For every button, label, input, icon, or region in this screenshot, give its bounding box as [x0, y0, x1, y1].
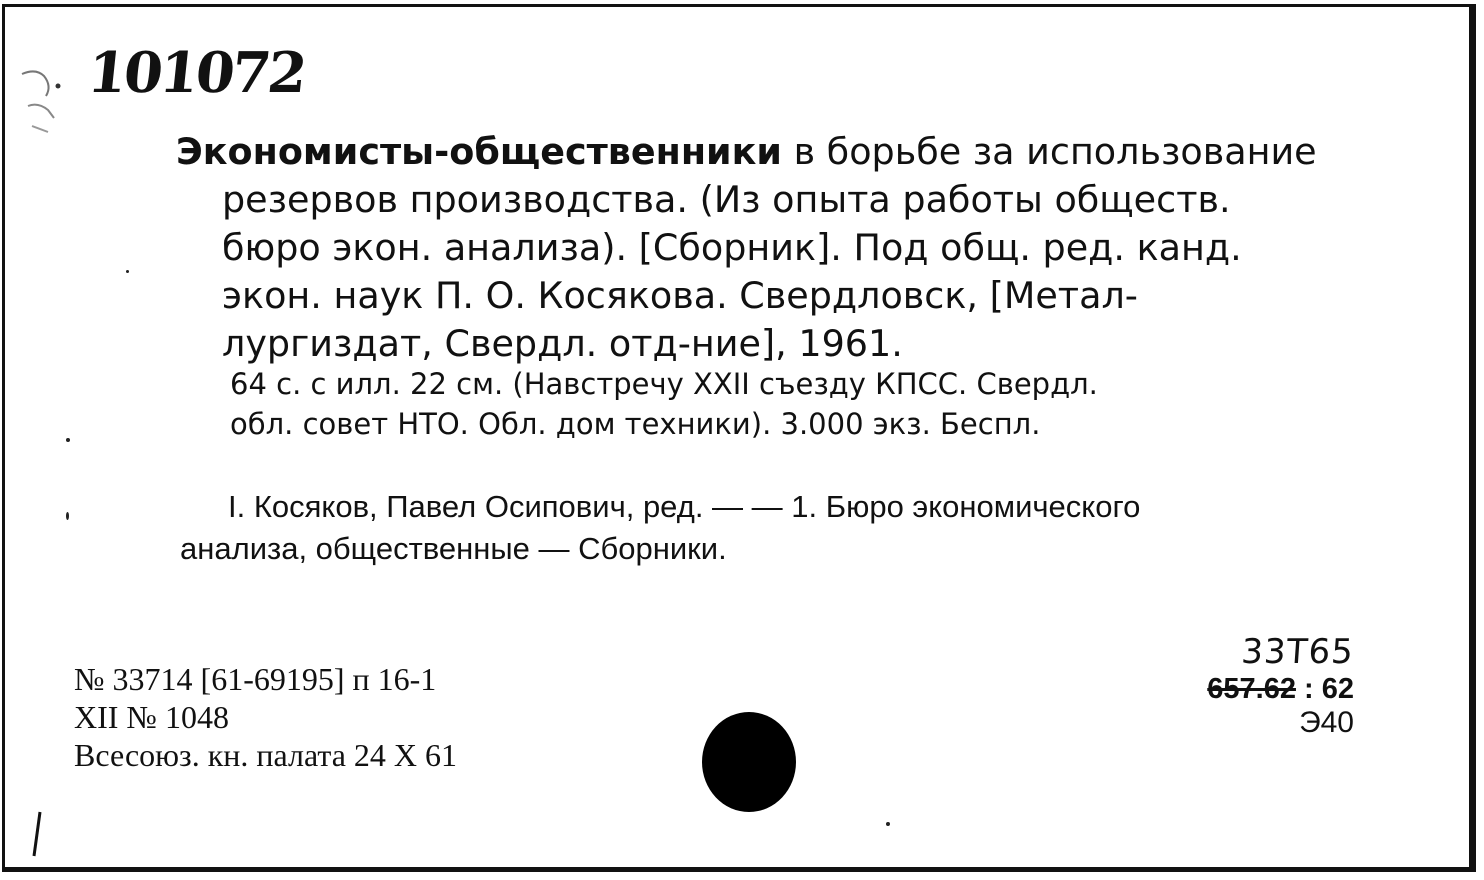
title-rest: в борьбе за использование	[781, 130, 1317, 173]
bbk-index: Э40	[1299, 706, 1354, 739]
shelf-mark: 33Т65	[1240, 632, 1356, 672]
title-line	[176, 128, 1356, 176]
title-line: резервов производства. (Из опыта работы обществ.	[222, 178, 1231, 221]
tracings	[180, 486, 1140, 570]
tracing-line: анализа, общественные — Сборники.	[180, 531, 727, 566]
punch-hole	[702, 712, 796, 812]
udc-rest: : 62	[1295, 673, 1354, 705]
chamber-registry	[74, 660, 457, 774]
ink-speck	[66, 512, 69, 520]
inventory-number: 101072	[84, 40, 308, 106]
imprint-line: обл. совет НТО. Обл. дом техники). 3.000 экз. Беспл.	[230, 407, 1041, 441]
title-line: лургиздат, Свердл. отд-ние], 1961.	[222, 322, 903, 365]
title-line: бюро экон. анализа). [Сборник]. Под общ. ред. канд.	[222, 226, 1242, 269]
physical-description	[230, 364, 1098, 444]
bibliographic-description	[176, 128, 1356, 368]
tracing-line: I. Косяков, Павел Осипович, ред. — — 1. Бюро экономического	[228, 489, 1141, 524]
title-heading: Экономисты-общественники	[176, 130, 782, 173]
ink-speck	[66, 438, 70, 442]
stamp-mark-icon	[18, 66, 62, 136]
title-line: экон. наук П. О. Косякова. Свердловск, [Метал-	[222, 274, 1138, 317]
pen-stroke-icon	[30, 810, 44, 860]
registry-line: Всесоюз. кн. палата 24 X 61	[74, 737, 457, 773]
ink-speck	[126, 270, 129, 273]
udc-index	[1207, 672, 1354, 706]
imprint-line: 64 с. с илл. 22 см. (Навстречу XXII съезду КПСС. Свердл.	[230, 367, 1098, 401]
ink-speck	[886, 822, 890, 826]
udc-struck: 657.62	[1207, 673, 1296, 705]
registry-line: XII № 1048	[74, 699, 229, 735]
registry-line: № 33714 [61-69195] п 16-1	[74, 661, 437, 697]
classification	[1207, 632, 1354, 740]
